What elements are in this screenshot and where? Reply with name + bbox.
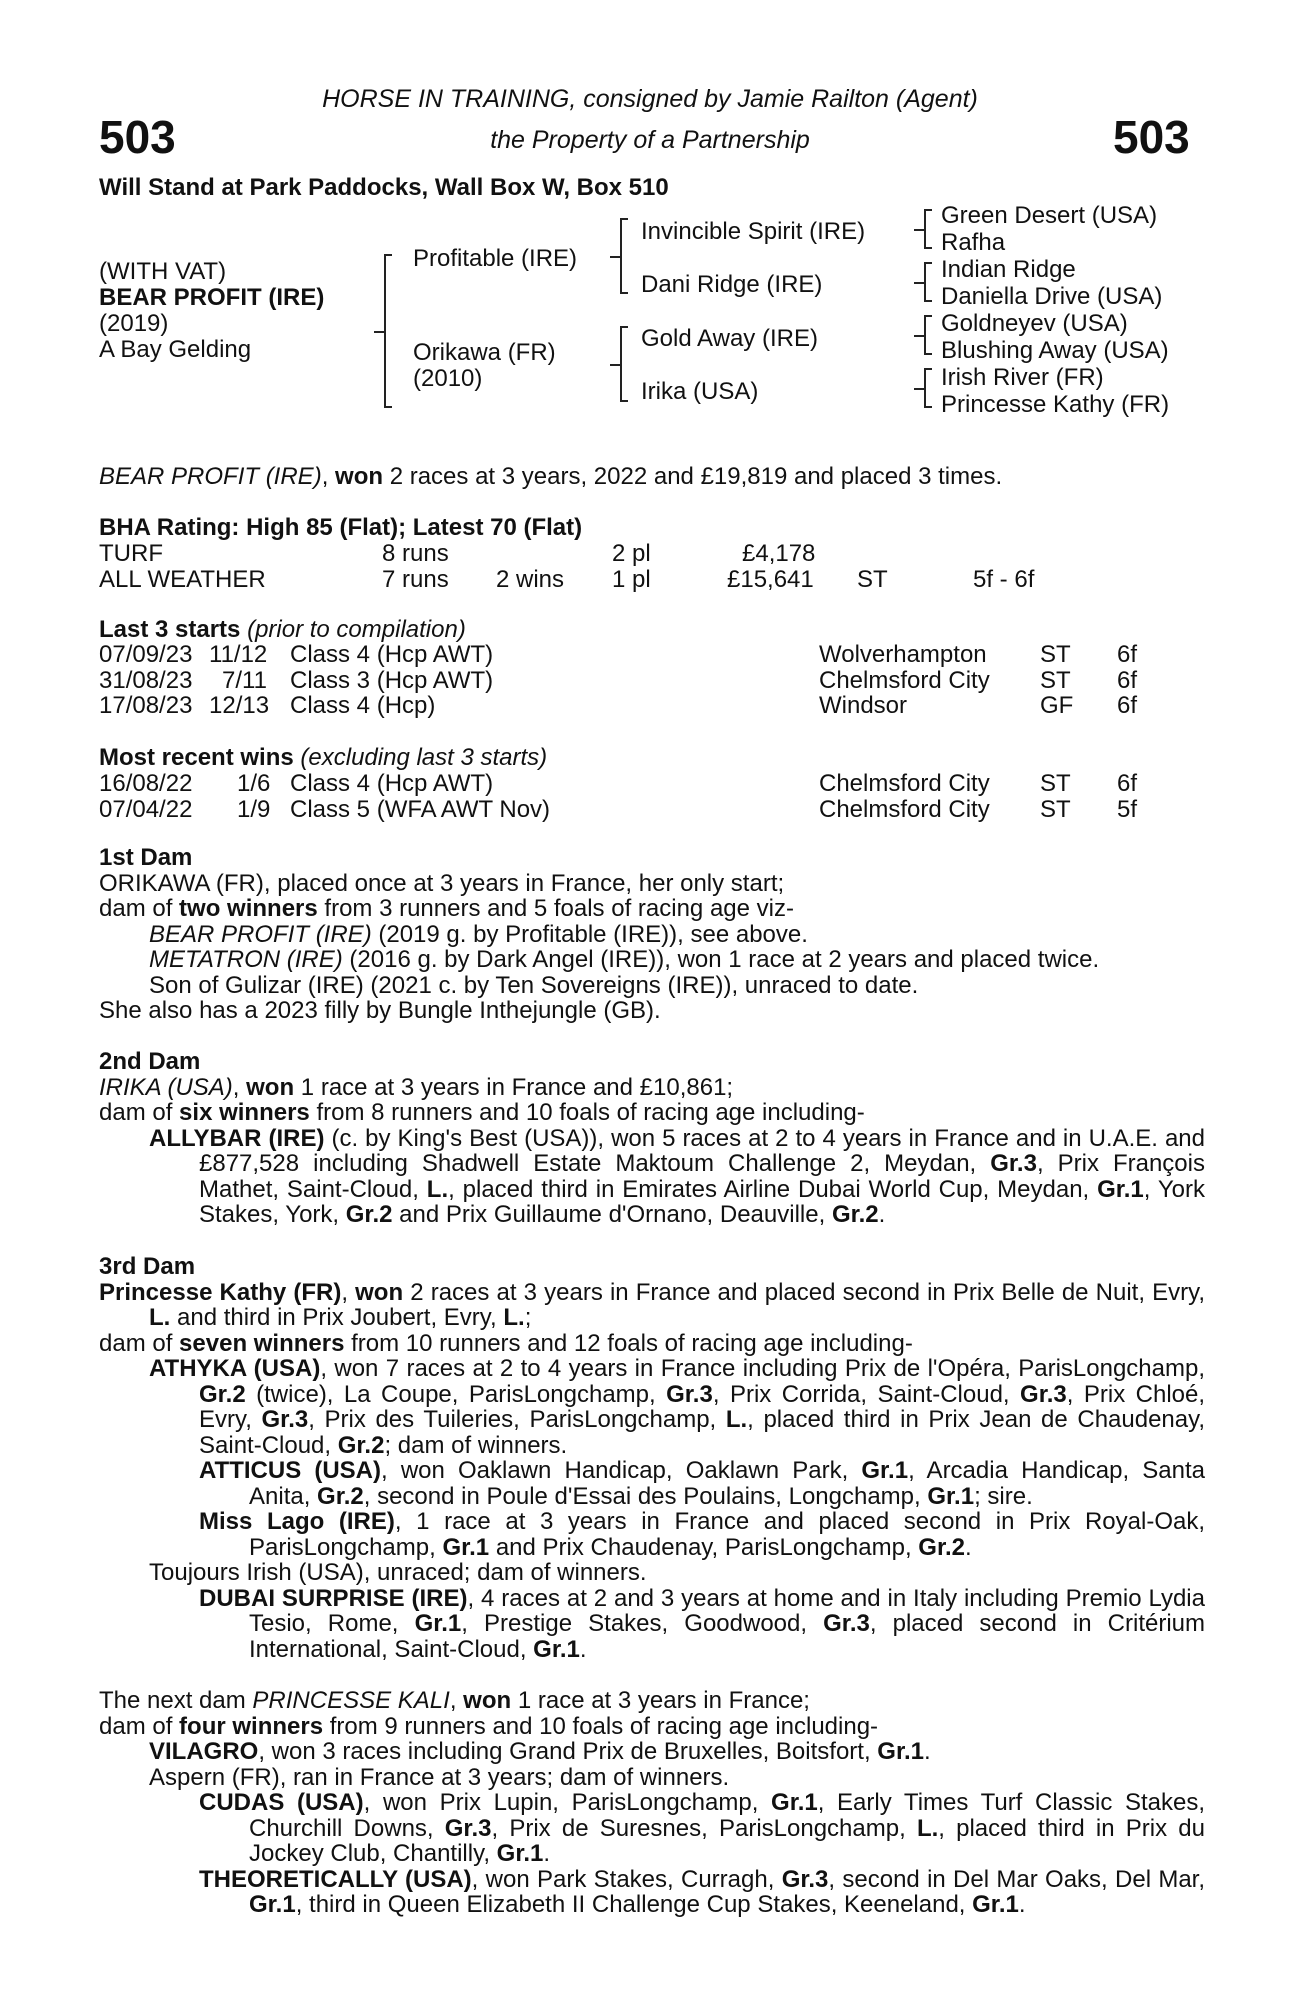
produce-note: She also has a 2023 filly by Bungle Inthejungle (GB). [99, 997, 661, 1024]
last-starts-title: Last 3 starts [99, 616, 241, 643]
dam-produce-line: dam of seven winners from 10 runners and 12 foals of racing age including- [99, 1329, 913, 1357]
dam-line: ORIKAWA (FR), placed once at 3 years in France, her only start; [99, 869, 785, 897]
table-row [99, 771, 1199, 797]
stand-location: Will Stand at Park Paddocks, Wall Box W, Box 510 [99, 174, 669, 201]
start-date: 07/09/23 [99, 641, 193, 668]
recent-wins-title: Most recent wins [99, 744, 294, 771]
pedigree-gen3-4: Daniella Drive (USA) [941, 283, 1163, 310]
produce-entry: Miss Lago (IRE), 1 race at 3 years in France and placed second in Prix Royal-Oak, ParisLongchamp, Gr.1 and Prix Chaudenay, ParisLongchamp, Gr.2. [199, 1508, 1205, 1561]
ratings-surface: TURF [99, 540, 163, 567]
pedigree-brace-dam [620, 326, 632, 402]
ratings-distance: 5f - 6f [973, 565, 1035, 593]
section-heading: 2nd Dam [99, 1048, 201, 1075]
produce-entry: ATTICUS (USA), won Oaklawn Handicap, Oaklawn Park, Gr.1, Arcadia Handicap, Santa Anita, Gr.2, second in Poule d'Essai des Poulains, Longchamp, Gr.1; sire. [199, 1457, 1205, 1510]
ratings-table [99, 541, 1199, 592]
start-course: Wolverhampton [819, 641, 987, 668]
pedigree-sire-sire: Invincible Spirit (IRE) [641, 218, 866, 245]
win-position: 1/9 [237, 795, 271, 823]
ratings-prize: £15,641 [727, 565, 814, 593]
pedigree-brace-g2 [924, 262, 936, 302]
start-position: 11/12 [209, 641, 268, 668]
win-distance: 6f [1117, 770, 1138, 797]
start-distance: 6f [1117, 666, 1138, 694]
pedigree-gen3-5: Goldneyev (USA) [941, 310, 1128, 337]
second-dam-section [99, 1049, 1205, 1228]
dam-line: The next dam PRINCESSE KALI, won 1 race at 3 years in France; [99, 1687, 810, 1714]
pedigree-brace-g3 [924, 315, 936, 355]
last-starts-note: (prior to compilation) [247, 616, 466, 643]
produce-entry: BEAR PROFIT (IRE) (2019 g. by Profitable (IRE)), see above. [149, 920, 808, 948]
win-going: ST [1040, 770, 1071, 797]
ratings-row [99, 541, 1199, 567]
dam-produce-line: dam of four winners from 9 runners and 10 foals of racing age including- [99, 1712, 879, 1740]
ratings-wins: 2 wins [496, 565, 565, 593]
summary-text: 2 races at 3 years, 2022 and £19,819 and placed 3 times. [383, 463, 1003, 490]
table-row [99, 668, 1199, 694]
pedigree-dam: Orikawa (FR) [413, 339, 556, 366]
start-race: Class 4 (Hcp AWT) [290, 641, 494, 668]
table-row [99, 693, 1199, 719]
section-heading: 1st Dam [99, 844, 193, 871]
produce-entry: DUBAI SURPRISE (IRE), 4 races at 2 and 3 years at home and in Italy including Premio Lydia Tesio, Rome, Gr.1, Prestige Stakes, Goodwood, Gr.3, placed second in Critérium International, Saint-Cloud, Gr.1. [199, 1584, 1205, 1663]
start-race: Class 3 (Hcp AWT) [290, 666, 494, 694]
summary-won: won [335, 463, 384, 490]
third-dam-section [99, 1254, 1205, 1662]
ratings-runs: 8 runs [382, 540, 449, 567]
dam-line: Princesse Kathy (FR), won 2 races at 3 years in France and placed second in Prix Belle de Nuit, Evry, L. and third in Prix Joubert, Evry, L.; [99, 1278, 1206, 1331]
win-position: 1/6 [237, 770, 271, 797]
summary-horse-name: BEAR PROFIT (IRE) [99, 463, 322, 490]
win-race: Class 5 (WFA AWT Nov) [290, 795, 551, 823]
start-race: Class 4 (Hcp) [290, 692, 436, 719]
lot-number-right: 503 [1113, 111, 1190, 163]
start-position: 12/13 [209, 692, 270, 719]
ratings-row [99, 567, 1199, 593]
win-race: Class 4 (Hcp AWT) [290, 770, 494, 797]
win-distance: 5f [1117, 795, 1138, 823]
start-position: 7/11 [222, 666, 267, 694]
produce-entry: Toujours Irish (USA), unraced; dam of winners. [149, 1559, 647, 1586]
pedigree-gen3-8: Princesse Kathy (FR) [941, 391, 1170, 418]
produce-entry: VILAGRO, won 3 races including Grand Prix de Bruxelles, Boitsfort, Gr.1. [149, 1738, 931, 1765]
ratings-going: ST [857, 565, 888, 593]
race-summary: BEAR PROFIT (IRE), won 2 races at 3 years, 2022 and £19,819 and placed 3 times. [99, 463, 1003, 490]
start-going: GF [1040, 692, 1074, 719]
pedigree-gen3-6: Blushing Away (USA) [941, 337, 1169, 364]
ratings-surface: ALL WEATHER [99, 565, 266, 593]
produce-entry: THEORETICALLY (USA), won Park Stakes, Curragh, Gr.3, second in Del Mar Oaks, Del Mar, Gr.1, third in Queen Elizabeth II Challenge Cup Stakes, Keeneland, Gr.1. [199, 1865, 1206, 1918]
pedigree-dam-year: (2010) [413, 365, 483, 392]
start-date: 17/08/23 [99, 692, 193, 719]
start-course: Chelmsford City [819, 666, 990, 694]
start-distance: 6f [1117, 641, 1138, 668]
win-date: 16/08/22 [99, 770, 193, 797]
recent-wins-note: (excluding last 3 starts) [300, 744, 548, 771]
produce-entry: ALLYBAR (IRE) (c. by King's Best (USA)), won 5 races at 2 to 4 years in France and in U.A.E. and £877,528 including Shadwell Estate Maktoum Challenge 2, Meydan, Gr.3, Prix François Mathet, Saint-Cloud, L., placed third in Emirates Airline Dubai World Cup, Meydan, Gr.1, York Stakes, York, Gr.2 and Prix Guillaume d'Ornano, Deauville, Gr.2. [149, 1124, 1206, 1228]
win-going: ST [1040, 795, 1071, 823]
horse-description: A Bay Gelding [99, 336, 252, 363]
start-date: 31/08/23 [99, 666, 193, 694]
pedigree-dam-sire: Gold Away (IRE) [641, 325, 818, 352]
ratings-placed: 1 pl [612, 565, 651, 593]
lot-number-left: 503 [99, 111, 176, 163]
pedigree-dam-dam: Irika (USA) [641, 378, 759, 405]
ratings-prize: £4,178 [742, 540, 816, 567]
last-starts-heading [99, 617, 466, 643]
horse-year: (2019) [99, 310, 169, 337]
dam-produce-line: dam of six winners from 8 runners and 10 foals of racing age including- [99, 1099, 865, 1126]
start-going: ST [1040, 641, 1071, 668]
produce-entry: CUDAS (USA), won Prix Lupin, ParisLongchamp, Gr.1, Early Times Turf Classic Stakes, Churchill Downs, Gr.3, Prix de Suresnes, ParisLongchamp, L., placed third in Prix du Jockey Club, Chantilly, Gr.1. [199, 1789, 1206, 1867]
last-starts-table [99, 642, 1199, 719]
first-dam-section [99, 845, 1205, 1024]
pedigree-brace-g1 [924, 209, 936, 249]
win-course: Chelmsford City [819, 795, 990, 823]
bha-rating-heading: BHA Rating: High 85 (Flat); Latest 70 (Flat) [99, 514, 583, 541]
produce-entry: Son of Gulizar (IRE) (2021 c. by Ten Sovereigns (IRE)), unraced to date. [149, 971, 919, 999]
pedigree-brace-g4 [924, 368, 936, 408]
pedigree-gen3-3: Indian Ridge [941, 256, 1076, 283]
horse-name: BEAR PROFIT (IRE) [99, 284, 325, 311]
section-heading: 3rd Dam [99, 1253, 196, 1280]
start-going: ST [1040, 666, 1071, 694]
table-row [99, 642, 1199, 668]
pedigree-sire: Profitable (IRE) [413, 245, 578, 272]
pedigree-brace-main [384, 254, 396, 408]
pedigree-gen3-1: Green Desert (USA) [941, 202, 1158, 229]
pedigree-gen3-7: Irish River (FR) [941, 364, 1104, 391]
dam-line: IRIKA (USA), won 1 race at 3 years in France and £10,861; [99, 1073, 734, 1101]
produce-entry: ATHYKA (USA), won 7 races at 2 to 4 years in France including Prix de l'Opéra, ParisLongchamp, Gr.2 (twice), La Coupe, ParisLongchamp, Gr.3, Prix Corrida, Saint-Cloud, Gr.3, Prix Chloé, Evry, Gr.3, Prix des Tuileries, ParisLongchamp, L., placed third in Prix Jean de Chaudenay, Saint-Cloud, Gr.2; dam of winners. [149, 1355, 1206, 1459]
recent-wins-table [99, 771, 1199, 822]
produce-entry: METATRON (IRE) (2016 g. by Dark Angel (IRE)), won 1 race at 2 years and placed twice. [149, 946, 1100, 973]
property-line: the Property of a Partnership [490, 126, 810, 154]
next-dam-section [99, 1688, 1205, 1918]
pedigree-brace-sire [620, 218, 632, 294]
ratings-placed: 2 pl [612, 540, 651, 567]
consignor-line: HORSE IN TRAINING, consigned by Jamie Railton (Agent) [322, 85, 978, 113]
vat-note: (WITH VAT) [99, 258, 227, 285]
dam-produce-line: dam of two winners from 3 runners and 5 foals of racing age viz- [99, 895, 794, 922]
table-row [99, 797, 1199, 823]
pedigree-gen3-2: Rafha [941, 229, 1006, 256]
pedigree-sire-dam: Dani Ridge (IRE) [641, 271, 823, 298]
win-date: 07/04/22 [99, 795, 193, 823]
start-distance: 6f [1117, 692, 1138, 719]
recent-wins-heading [99, 745, 547, 771]
produce-entry: Aspern (FR), ran in France at 3 years; dam of winners. [149, 1763, 730, 1791]
win-course: Chelmsford City [819, 770, 990, 797]
start-course: Windsor [819, 692, 908, 719]
ratings-runs: 7 runs [382, 565, 449, 593]
